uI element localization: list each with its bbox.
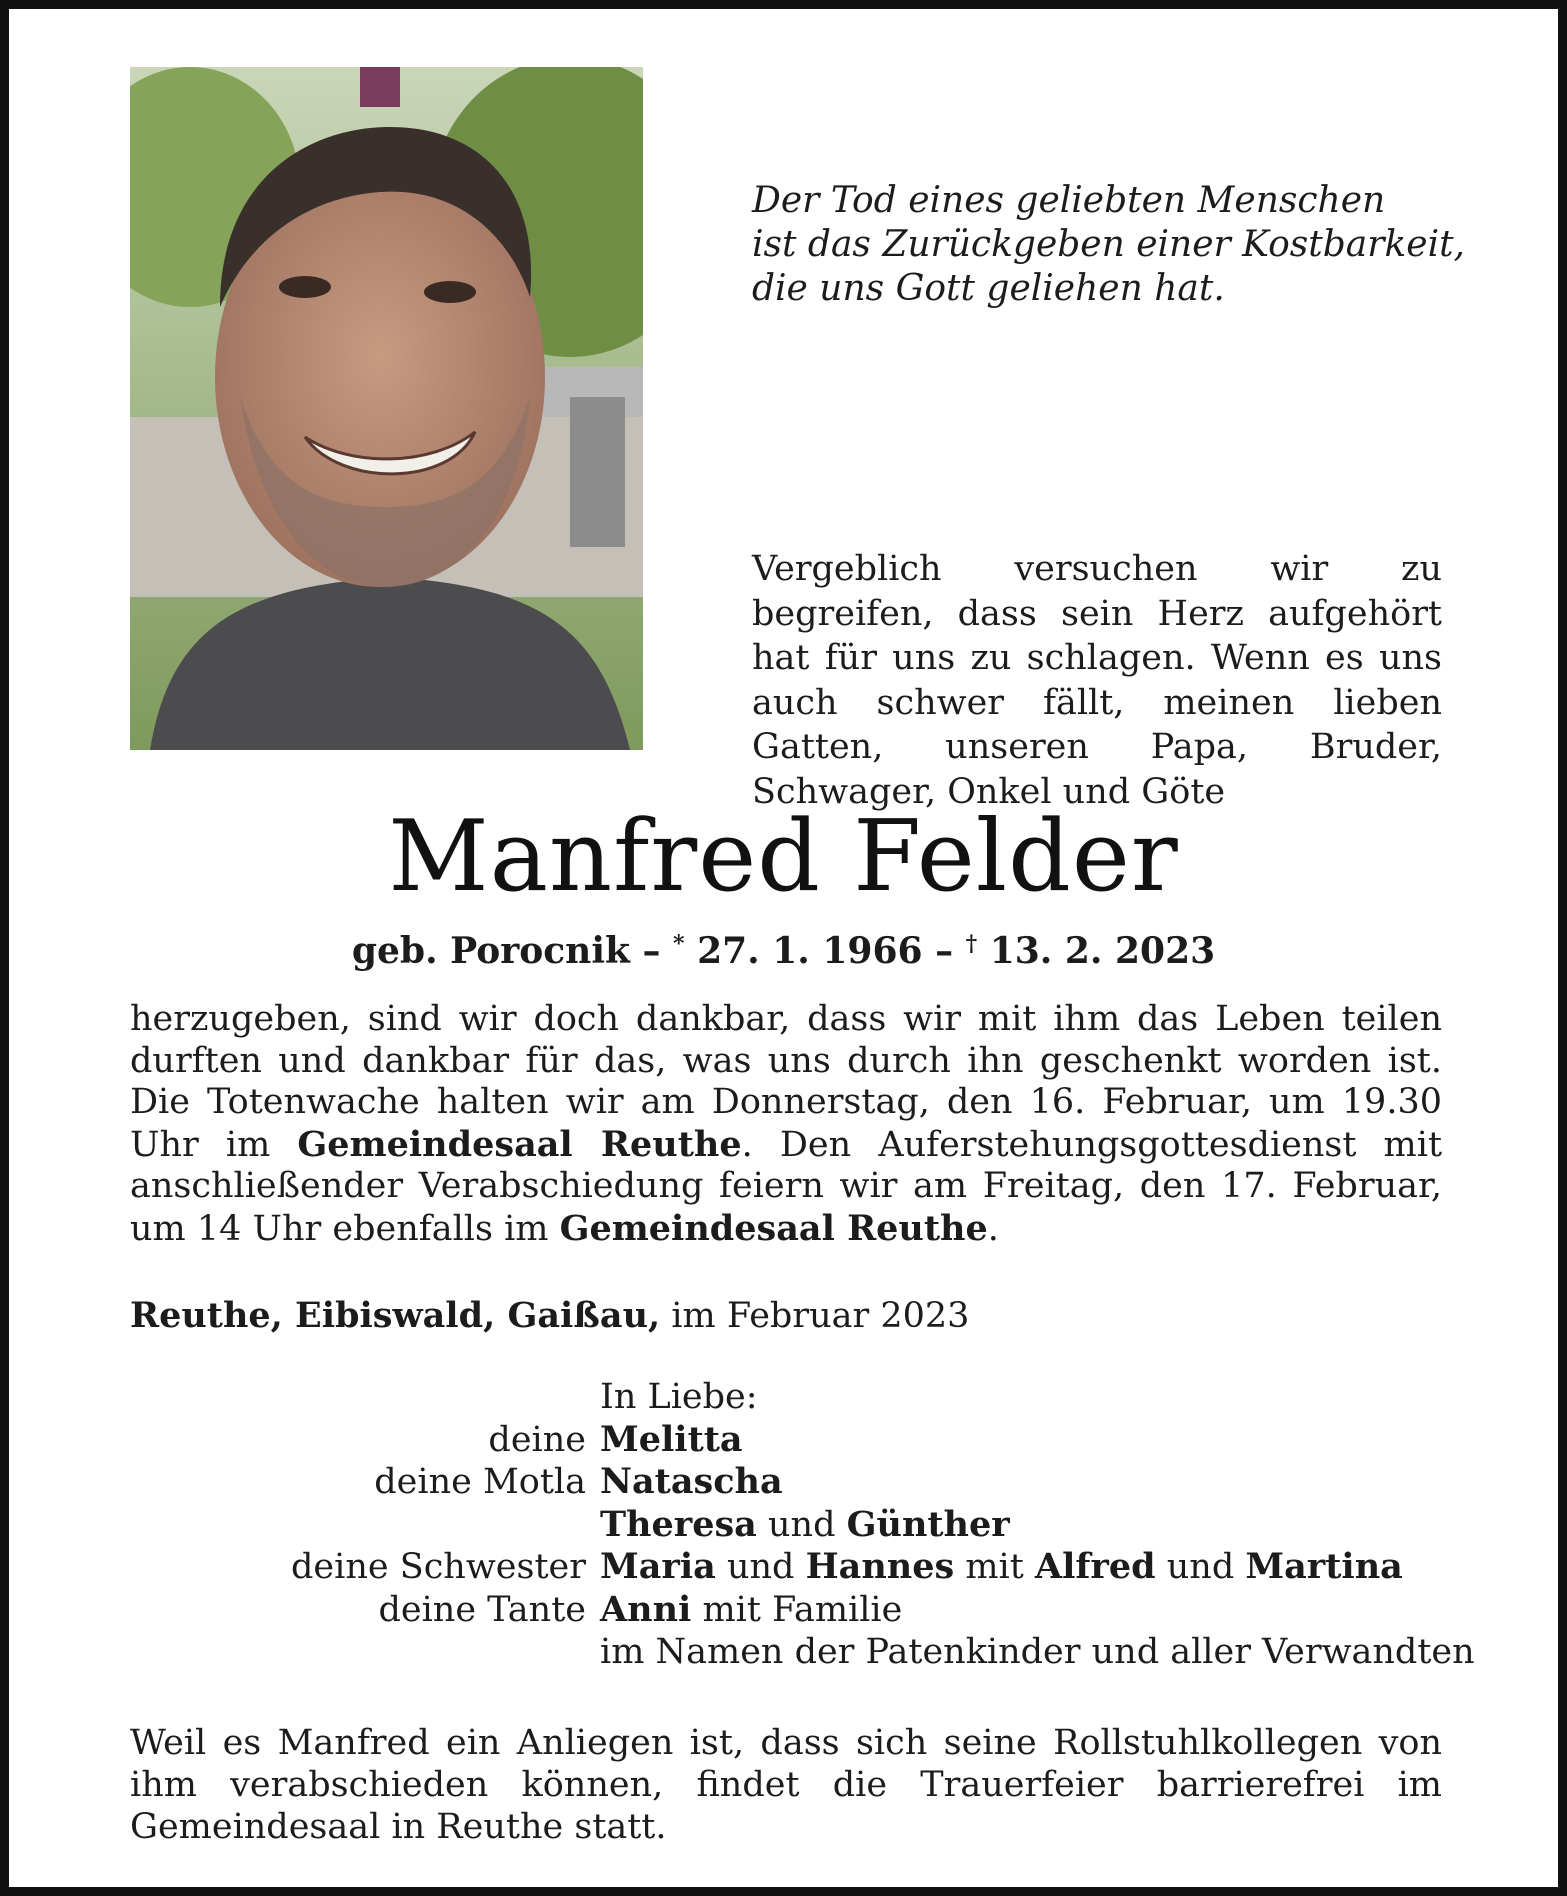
- birth-name: geb. Porocnik: [351, 930, 630, 972]
- family-row: [130, 1461, 1442, 1504]
- family-relation: deine: [488, 1419, 586, 1460]
- venue-name: Gemeindesaal Reuthe: [559, 1207, 988, 1249]
- quote-line: Der Tod eines geliebten Menschen: [752, 180, 1386, 221]
- family-row: [130, 1546, 1442, 1589]
- family-member-name: Martina: [1245, 1546, 1403, 1587]
- family-heading-row: [130, 1376, 1442, 1419]
- body-text: herzugeben, sind wir doch dankbar, dass wir mit ihm das Leben teilen durften und dankbar für das, was uns durch ihn geschenkt worden ist. Die Totenwache halten wir am Donnerstag, den 16. Februar, um 19.30 Uhr im: [130, 999, 1442, 1165]
- family-relation: deine Tante: [378, 1589, 586, 1630]
- death-cross-icon: †: [965, 931, 978, 957]
- family-signatures: [130, 1376, 1475, 1674]
- family-heading: In Liebe:: [600, 1377, 758, 1417]
- family-names: [600, 1546, 1403, 1589]
- place-date-line: [130, 1294, 969, 1338]
- birth-date: 27. 1. 1966: [684, 930, 923, 972]
- places: Reuthe, Eibiswald, Gaißau,: [130, 1295, 661, 1336]
- family-member-name: Alfred: [1034, 1546, 1156, 1587]
- family-member-name: Melitta: [600, 1418, 743, 1460]
- deceased-name: Manfred Felder: [388, 800, 1179, 914]
- death-date: 13. 2. 2023: [977, 930, 1216, 972]
- body-text: . Den Auferstehungsgottesdienst mit anschließender Verabschiedung feiern wir am Freitag, den 17. Februar, um 14 Uhr ebenfalls im: [130, 1124, 1443, 1249]
- family-row: [130, 1631, 1475, 1674]
- family-names: [600, 1504, 1010, 1547]
- family-connector-text: mit Familie: [691, 1589, 903, 1630]
- family-member-name: Maria: [600, 1546, 716, 1587]
- family-row: [130, 1589, 1442, 1632]
- venue-name: Gemeindesaal Reuthe: [297, 1123, 742, 1165]
- family-connector-text: und: [756, 1504, 847, 1545]
- family-relation: [130, 1504, 600, 1547]
- family-connector-text: im Namen der Patenkinder und aller Verwandten: [600, 1632, 1475, 1672]
- portrait-photo: [130, 67, 643, 750]
- family-relation: [130, 1631, 600, 1674]
- family-row: [130, 1419, 1442, 1462]
- quote-line: die uns Gott geliehen hat.: [752, 268, 1225, 309]
- dash-separator: –: [922, 930, 966, 972]
- family-relation: deine Schwester: [291, 1547, 586, 1587]
- quote-line: ist das Zurückgeben einer Kostbarkeit,: [752, 224, 1465, 265]
- family-connector-text: und: [715, 1547, 806, 1587]
- birth-death-line: [9, 921, 1558, 974]
- family-connector-text: mit: [954, 1547, 1035, 1587]
- family-names: [600, 1461, 783, 1504]
- accessibility-note: Weil es Manfred ein Anliegen ist, dass sich seine Rollstuhlkollegen von ihm verabschieden können, findet die Trauerfeier barrierefrei im Gemeindesaal in Reuthe statt.: [130, 1723, 1442, 1847]
- family-connector-text: und: [1155, 1547, 1246, 1587]
- family-relation: deine Motla: [374, 1462, 586, 1502]
- body-text: .: [987, 1208, 999, 1249]
- dash-separator: –: [629, 930, 674, 972]
- memorial-quote: [752, 179, 1532, 311]
- portrait-image: [130, 67, 643, 750]
- notice-date: im Februar 2023: [660, 1296, 970, 1336]
- family-member-name: Theresa: [600, 1503, 757, 1545]
- family-row: [130, 1504, 1442, 1547]
- family-member-name: Natascha: [600, 1461, 783, 1502]
- family-list: [130, 1418, 1475, 1674]
- family-member-name: Anni: [600, 1588, 692, 1630]
- family-names: [600, 1419, 743, 1462]
- family-member-name: Günther: [846, 1503, 1010, 1545]
- intro-paragraph: Vergeblich versuchen wir zu begreifen, dass sein Herz aufgehört hat für uns zu schlagen. Wenn es uns auch schwer fällt, meinen lieben Gatten, unseren Papa, Bruder, Schwager, Onkel und Göte: [752, 549, 1442, 812]
- family-names: [600, 1589, 902, 1632]
- birth-star-icon: *: [673, 931, 685, 957]
- family-names: [600, 1631, 1475, 1674]
- service-details: [130, 999, 1442, 1250]
- family-member-name: Hannes: [805, 1546, 955, 1587]
